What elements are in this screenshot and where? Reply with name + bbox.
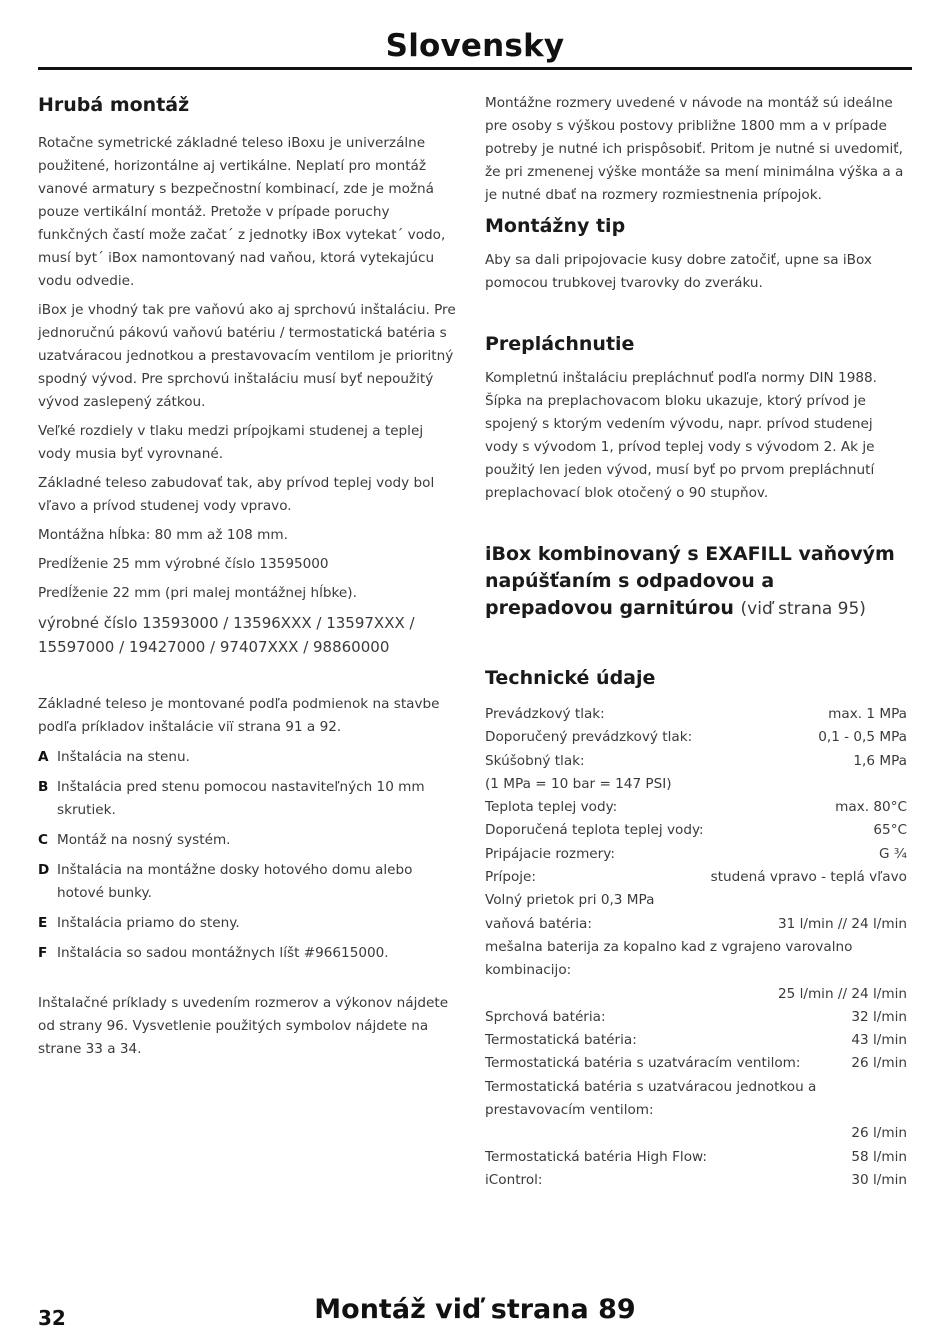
tech-row-connections	[485, 866, 907, 889]
tech-row-thermostatic-diverter: Termostatická batéria s uzatváracou jednotkou a prestavovacím ventilom:	[485, 1078, 817, 1119]
left-column	[38, 92, 458, 1061]
flush-text: Kompletnú inštaláciu prepláchnuť podľa normy DIN 1988. Šípka na preplachovacom bloku ukazuje, ktorý prívod je spojený s ktorým vedením vývodu, napr. prívod studenej vody s vývodom 1, prívod teplej vody s vývodom 2. Ak je použitý len jeden vývod, musí byť po prvom prepláchnutí preplachovací blok otočený o 90 stupňov.	[485, 370, 877, 501]
tech-value: 30 l/min	[851, 1171, 907, 1188]
install-item-letter: D	[38, 862, 50, 878]
paragraph-part-numbers: výrobné číslo 13593000 / 13596XXX / 13597XXX / 15597000 / 19427000 / 97407XXX / 98860000	[38, 614, 415, 656]
tech-label: Doporučená teplota teplej vody:	[485, 822, 704, 839]
install-item-letter: C	[38, 832, 48, 848]
tech-label: iControl:	[485, 1171, 543, 1188]
install-item-text: Inštalácia so sadou montážnych líšt #96615000.	[57, 945, 389, 961]
tech-row-test-pressure	[485, 750, 907, 773]
paragraph-extension-22: Predĺženie 22 mm (pri malej montážnej hĺbke).	[38, 585, 357, 601]
install-item-text: Inštalácia priamo do steny.	[57, 915, 240, 931]
tech-value: 65°C	[873, 822, 907, 839]
rough-install-heading: Hrubá montáž	[38, 94, 190, 116]
tech-value: max. 80°C	[835, 799, 907, 816]
tech-row-thermostatic-shutoff	[485, 1052, 907, 1075]
tech-row-shower-mixer	[485, 1006, 907, 1029]
tech-value: studená vpravo - teplá vľavo	[710, 869, 907, 886]
install-item-f	[38, 942, 458, 965]
tech-value: 58 l/min	[851, 1148, 907, 1165]
tech-label: Prevádzkový tlak:	[485, 706, 605, 722]
tech-label: Termostatická batéria High Flow:	[485, 1148, 707, 1165]
tech-label: Termostatická batéria s uzatváracím ventilom:	[485, 1055, 801, 1072]
install-item-a	[38, 746, 458, 769]
tech-label: Skúšobný tlak:	[485, 752, 585, 769]
install-item-letter: F	[38, 945, 48, 961]
tech-row-flow-heading: Volný prietok pri 0,3 MPa	[485, 892, 655, 909]
footer-montage-reference: Montáž viď strana 89	[314, 1294, 636, 1325]
paragraph-depth: Montážna hĺbka: 80 mm až 108 mm.	[38, 527, 288, 543]
install-item-letter: A	[38, 749, 49, 765]
install-item-d	[38, 859, 458, 905]
install-item-text: Inštalácia pred stenu pomocou nastaviteľných 10 mm skrutiek.	[57, 779, 425, 818]
tech-label: Teplota teplej vody:	[485, 799, 618, 816]
paragraph-supply: Základné teleso zabudovať tak, aby prívod teplej vody bol vľavo a prívod studenej vody vpravo.	[38, 475, 435, 514]
tech-row-operating-pressure	[485, 703, 907, 726]
install-item-c	[38, 829, 458, 852]
tech-label: Prípoje:	[485, 869, 536, 886]
exafill-combo-title: iBox kombinovaný s EXAFILL vaňovým napúšťaním s odpadovou a prepadovou garnitúrou	[485, 543, 895, 619]
paragraph-pressure: Veľké rozdiely v tlaku medzi prípojkami studenej a teplej vody musia byť vyrovnané.	[38, 423, 424, 462]
install-intro: Základné teleso je montované podľa podmienok na stavbe podľa príkladov inštalácie viï strana 91 a 92.	[38, 696, 440, 735]
install-item-e	[38, 912, 458, 935]
paragraph-usage: iBox je vhodný tak pre vaňovú ako aj sprchovú inštaláciu. Pre jednoručnú pákovú vaňovú batériu / termostatická batéria s uzatváracou jednotkou a prestavovacím ventilom je prioritný spodný vývod. Pre sprchovú inštaláciu musí byť nepoužitý vývod zaslepený zátkou.	[38, 302, 456, 410]
tech-value: 31 l/min // 24 l/min	[777, 915, 907, 932]
tech-value: max. 1 MPa	[828, 706, 907, 722]
tech-value: 32 l/min	[851, 1008, 907, 1025]
flush-heading: Prepláchnutie	[485, 333, 635, 355]
tech-data-heading: Technické údaje	[485, 667, 656, 689]
tech-row-thermostatic	[485, 1029, 907, 1052]
install-item-b	[38, 776, 458, 822]
tech-row-recommended-pressure	[485, 726, 907, 749]
tech-row-bath-mixer-combo-value: 25 l/min // 24 l/min	[777, 985, 907, 1002]
tech-value: 0,1 - 0,5 MPa	[818, 729, 907, 746]
tech-row-icontrol	[485, 1169, 907, 1192]
tech-value: 43 l/min	[851, 1032, 907, 1049]
paragraph-orientation: Rotačne symetrické základné teleso iBoxu je univerzálne použitené, horizontálne aj vertikálne. Neplatí pro montáž vanové armatury s bezpečnostní kombinací, zde je možná pouze vertikální montáž. Pretože v prípade poruchy funkčných častí može začat´ z jednotky iBox vytekat´ vodo, musí byt´ iBox namontovaný nad vaňou, ktorá vytekajúcu vodu odvedie.	[38, 135, 446, 289]
tech-row-connection-size	[485, 843, 907, 866]
tech-row-recommended-temp	[485, 819, 907, 842]
tech-data-table	[485, 703, 907, 1192]
closing-note: Inštalačné príklady s uvedením rozmerov a výkonov nájdete od strany 96. Vysvetlenie použitých symbolov nájdete na strane 33 a 34.	[38, 995, 449, 1057]
title-rule	[38, 67, 912, 70]
exafill-combo-heading	[485, 541, 907, 623]
install-item-letter: E	[38, 915, 48, 931]
tech-row-thermostatic-diverter-value: 26 l/min	[851, 1125, 907, 1142]
right-column	[485, 92, 907, 1192]
install-item-text: Inštalácia na montážne dosky hotového domu alebo hotové bunky.	[57, 862, 413, 901]
montage-tip-text: Aby sa dali pripojovacie kusy dobre zatočiť, upne sa iBox pomocou trubkovej tvarovky do zveráku.	[485, 252, 872, 291]
tech-row-bath-mixer	[485, 913, 907, 936]
page-number: 32	[38, 1306, 66, 1330]
tech-value: 26 l/min	[851, 1055, 907, 1072]
tech-row-thermostatic-highflow	[485, 1146, 907, 1169]
install-item-text: Inštalácia na stenu.	[57, 749, 190, 765]
dimensions-intro: Montážne rozmery uvedené v návode na montáž sú ideálne pre osoby s výškou postovy približne 1800 mm a v prípade potreby je nutné ich prispôsobiť. Pritom je nutné si uvedomiť, že pri zmenenej výške montáže sa mení minimálna výška a a je nutné dbať na rozmery rozmiestnenia prípojok.	[485, 95, 904, 203]
tech-label: Pripájacie rozmery:	[485, 845, 615, 862]
montage-tip-heading: Montážny tip	[485, 215, 626, 237]
tech-label: vaňová batéria:	[485, 915, 592, 932]
tech-value: 1,6 MPa	[853, 752, 907, 769]
exafill-page-ref: (viď strana 95)	[740, 599, 866, 619]
tech-label: Doporučený prevádzkový tlak:	[485, 729, 693, 746]
tech-row-pressure-conversion: (1 MPa = 10 bar = 147 PSI)	[485, 775, 672, 792]
tech-row-hot-water-temp	[485, 796, 907, 819]
install-item-letter: B	[38, 779, 49, 795]
install-item-text: Montáž na nosný systém.	[57, 832, 231, 848]
tech-label: Sprchová batéria:	[485, 1008, 606, 1025]
tech-value: G ¾	[878, 845, 907, 862]
tech-row-bath-mixer-combo: mešalna baterija za kopalno kad z vgrajeno varovalno kombinacijo:	[485, 938, 853, 979]
paragraph-extension-25: Predĺženie 25 mm výrobné číslo 13595000	[38, 556, 329, 572]
tech-label: Termostatická batéria:	[485, 1032, 637, 1049]
page-title: Slovensky	[385, 28, 565, 64]
